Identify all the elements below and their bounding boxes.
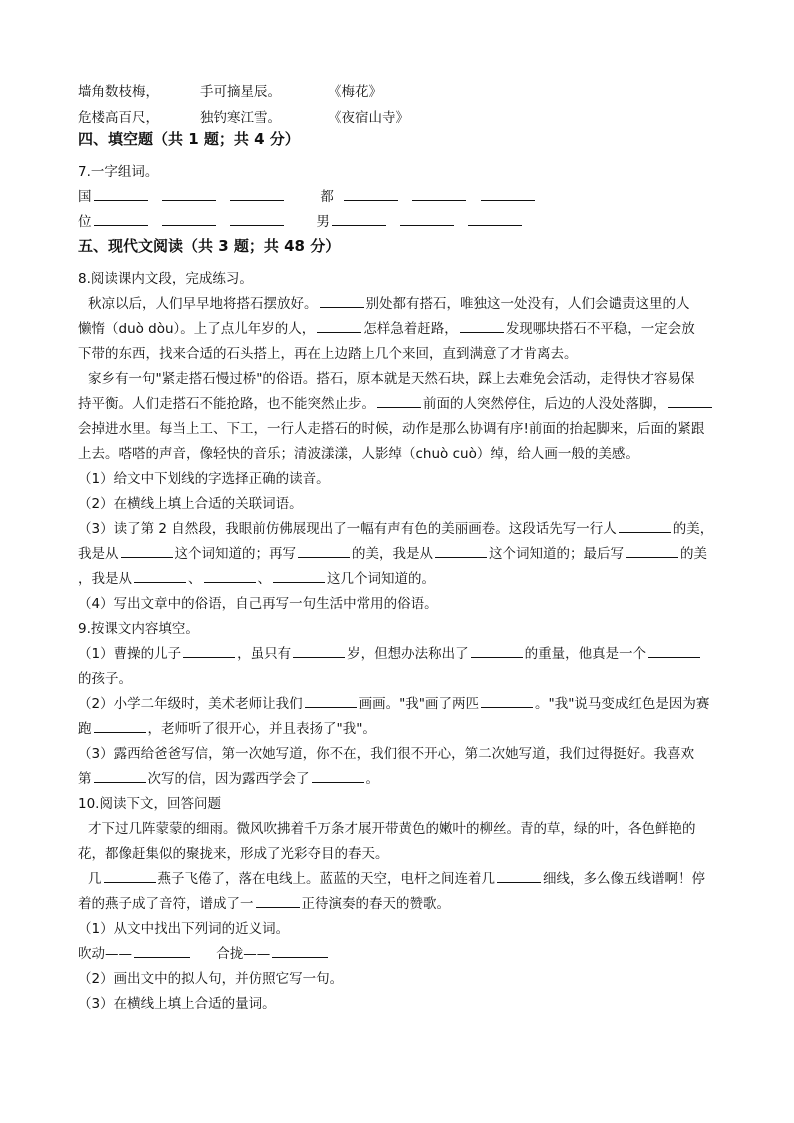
text-span: 着的燕子成了音符，谱成了一 [78,896,254,912]
text-span: 的美 [680,546,707,562]
answer-blank[interactable] [256,895,300,908]
q9-sub-3-line-2 [78,770,379,788]
text-span: 跑 [78,721,92,737]
q10-p1-line-1: 才下过几阵蒙蒙的细雨。微风吹拂着千万条才展开带黄色的嫩叶的柳丝。青的草，绿的叶，各色鲜艳的 [88,821,696,837]
q8-p2-line-1: 家乡有一句"紧走搭石慢过桥"的俗语。搭石，原本就是天然石块，踩上去难免会活动，走得快才容易保 [88,371,695,387]
text-span: ，我是从 [78,571,132,587]
poem-line-2b: 独钓寒江雪。 [200,110,281,126]
q9-sub-1-line-2: 的孩子。 [78,671,132,687]
section-5-title: 五、现代文阅读（共 3 题；共 48 分） [78,237,341,255]
answer-blank[interactable] [435,545,487,558]
text-span: （2）小学二年级时，美术老师让我们 [78,696,303,712]
q9-sub-2-line-2 [78,720,376,738]
q10-sub-3: （3）在横线上填上合适的量词。 [78,996,276,1012]
q7-char-dou: 都 [320,189,334,205]
answer-blank[interactable] [298,545,350,558]
q7-char-nan: 男 [316,214,330,230]
text-span: 的美，我是从 [352,546,433,562]
section-4-title: 四、填空题（共 1 题；共 4 分） [78,130,300,148]
answer-blank[interactable] [481,695,533,708]
text-span: 、 [188,571,202,587]
q8-p1-line-2 [78,320,695,338]
text-span: 发现哪块搭石不平稳，一定会放 [505,321,695,337]
text-span: 画画。"我"画了两匹 [358,696,480,712]
answer-blank[interactable] [272,945,328,958]
q8-sub-1: （1）给文中下划线的字选择正确的读音。 [78,471,330,487]
poem-title-2: 《夜宿山寺》 [328,110,409,126]
q7-char-guo: 国 [78,189,92,205]
q7-blank[interactable] [400,213,454,226]
answer-blank[interactable] [648,645,700,658]
q7-row-1 [78,188,537,206]
text-span: 这个词知道的；再写 [174,546,296,562]
answer-blank[interactable] [273,570,325,583]
q7-stem: 7.一字组词。 [78,164,159,180]
answer-blank[interactable] [460,320,504,333]
q7-char-wei: 位 [78,214,92,230]
q9-sub-2-line-1 [78,695,709,713]
q8-sub-3-line-1 [78,520,713,538]
q8-sub-2: （2）在横线上填上合适的关联词语。 [78,496,303,512]
q8-sub-3-line-3 [78,570,435,588]
text-span: ，虽只有 [237,646,292,662]
q7-blank[interactable] [162,213,216,226]
text-span: （3）读了第 2 自然段，我眼前仿佛展现出了一幅有声有色的美丽画卷。这段话先写一行人 [78,521,617,537]
q9-stem: 9.按课文内容填空。 [78,621,199,637]
text-span: 的重量，他真是一个 [524,646,647,662]
text-span: 几 [88,871,102,887]
text-span: 我是从 [78,546,119,562]
text-span: 别处都有搭石，唯独这一处没有，人们会谴责这里的人 [365,296,690,312]
text-span: 持平衡。人们走搭石不能抢路，也不能突然止步。 [78,396,375,412]
answer-blank[interactable] [293,645,345,658]
poem-line-2a: 危楼高百尺， [78,110,159,126]
q8-p1-line-3: 下带的东西，找来合适的石头搭上，再在上边踏上几个来回，直到满意了才肯离去。 [78,346,578,362]
q7-blank[interactable] [230,213,284,226]
q10-p2-line-2 [78,895,450,913]
poem-line-1b: 手可摘星辰。 [200,84,281,100]
text-span: 岁，但想办法称出了 [347,646,469,662]
q7-blank[interactable] [162,188,216,201]
answer-blank[interactable] [619,520,671,533]
q7-blank[interactable] [481,188,535,201]
q8-p1-line-1 [88,295,690,313]
q8-stem: 8.阅读课内文段，完成练习。 [78,271,253,287]
q8-p2-line-2 [78,395,714,413]
answer-blank[interactable] [94,720,146,733]
q8-sub-3-line-2 [78,545,707,563]
poem-title-1: 《梅花》 [328,84,382,100]
text-span: 的美， [672,521,714,537]
q10-p1-line-2: 花，都像赶集似的聚拢来，形成了光彩夺目的春天。 [78,846,389,862]
answer-blank[interactable] [121,545,173,558]
q7-row-2 [78,213,524,231]
answer-blank[interactable] [471,645,523,658]
text-span: 秋凉以后，人们早早地将搭石摆放好。 [88,296,318,312]
text-span: 、 [257,571,271,587]
text-span: 怎样急着赶路， [363,321,458,337]
answer-blank[interactable] [305,695,357,708]
q10-sub-1: （1）从文中找出下列词的近义词。 [78,921,290,937]
q7-blank[interactable] [94,213,148,226]
answer-blank[interactable] [320,295,364,308]
q8-sub-4: （4）写出文章中的俗语，自己再写一句生活中常用的俗语。 [78,596,438,612]
text-span: （1）曹操的儿子 [78,646,182,662]
text-span: 第 [78,771,92,787]
answer-blank[interactable] [497,870,541,883]
text-span: 次写的信，因为露西学会了 [147,771,310,787]
q8-p2-line-3: 会掉进水里。每当上工、下工，一行人走搭石的时候，动作是那么协调有序!前面的抬起脚来，后面的紧跟 [78,421,705,437]
answer-blank[interactable] [134,570,186,583]
q7-blank[interactable] [468,213,522,226]
text-span: ，老师听了很开心，并且表扬了"我"。 [147,721,376,737]
q7-blank[interactable] [344,188,398,201]
text-span: 这个词知道的；最后写 [489,546,624,562]
synonym-word-2: 合拢—— [216,946,271,962]
q10-p2-line-1 [88,870,705,888]
answer-blank[interactable] [317,320,361,333]
q10-synonym-row [78,945,330,963]
answer-blank[interactable] [104,870,156,883]
text-span: 懒惰（duò dòu）。上了点儿年岁的人， [78,321,316,337]
text-span: 正待演奏的春天的赞歌。 [301,896,450,912]
q8-p2-line-4: 上去。嗒嗒的声音，像轻快的音乐；清波漾漾，人影绰（chuò cuò）绰，给人画一般的美感。 [78,446,639,462]
q10-sub-2: （2）画出文中的拟人句，并仿照它写一句。 [78,971,344,987]
answer-blank[interactable] [94,770,146,783]
answer-blank[interactable] [312,770,364,783]
answer-blank[interactable] [668,395,712,408]
answer-blank[interactable] [183,645,235,658]
q9-sub-3-line-1: （3）露西给爸爸写信，第一次她写道，你不在，我们很不开心，第二次她写道，我们过得挺好。我喜欢 [78,746,695,762]
answer-blank[interactable] [377,395,421,408]
poem-line-1a: 墙角数枝梅， [78,84,159,100]
answer-blank[interactable] [134,945,190,958]
text-span: 。"我"说马变成红色是因为赛 [535,696,710,712]
answer-blank[interactable] [626,545,678,558]
text-span: 细线，多么像五线谱啊！停 [543,871,705,887]
text-span: 。 [365,771,379,787]
q9-sub-1-line-1 [78,645,702,663]
text-span: 燕子飞倦了，落在电线上。蓝蓝的天空，电杆之间连着几 [157,871,495,887]
q7-blank[interactable] [94,188,148,201]
answer-blank[interactable] [204,570,256,583]
q10-stem: 10.阅读下文，回答问题 [78,796,221,812]
text-span: 这几个词知道的。 [327,571,435,587]
synonym-word-1: 吹动—— [78,946,132,962]
q7-blank[interactable] [412,188,466,201]
text-span: 前面的人突然停住，后边的人没处落脚， [423,396,666,412]
q7-blank[interactable] [230,188,284,201]
q7-blank[interactable] [332,213,386,226]
